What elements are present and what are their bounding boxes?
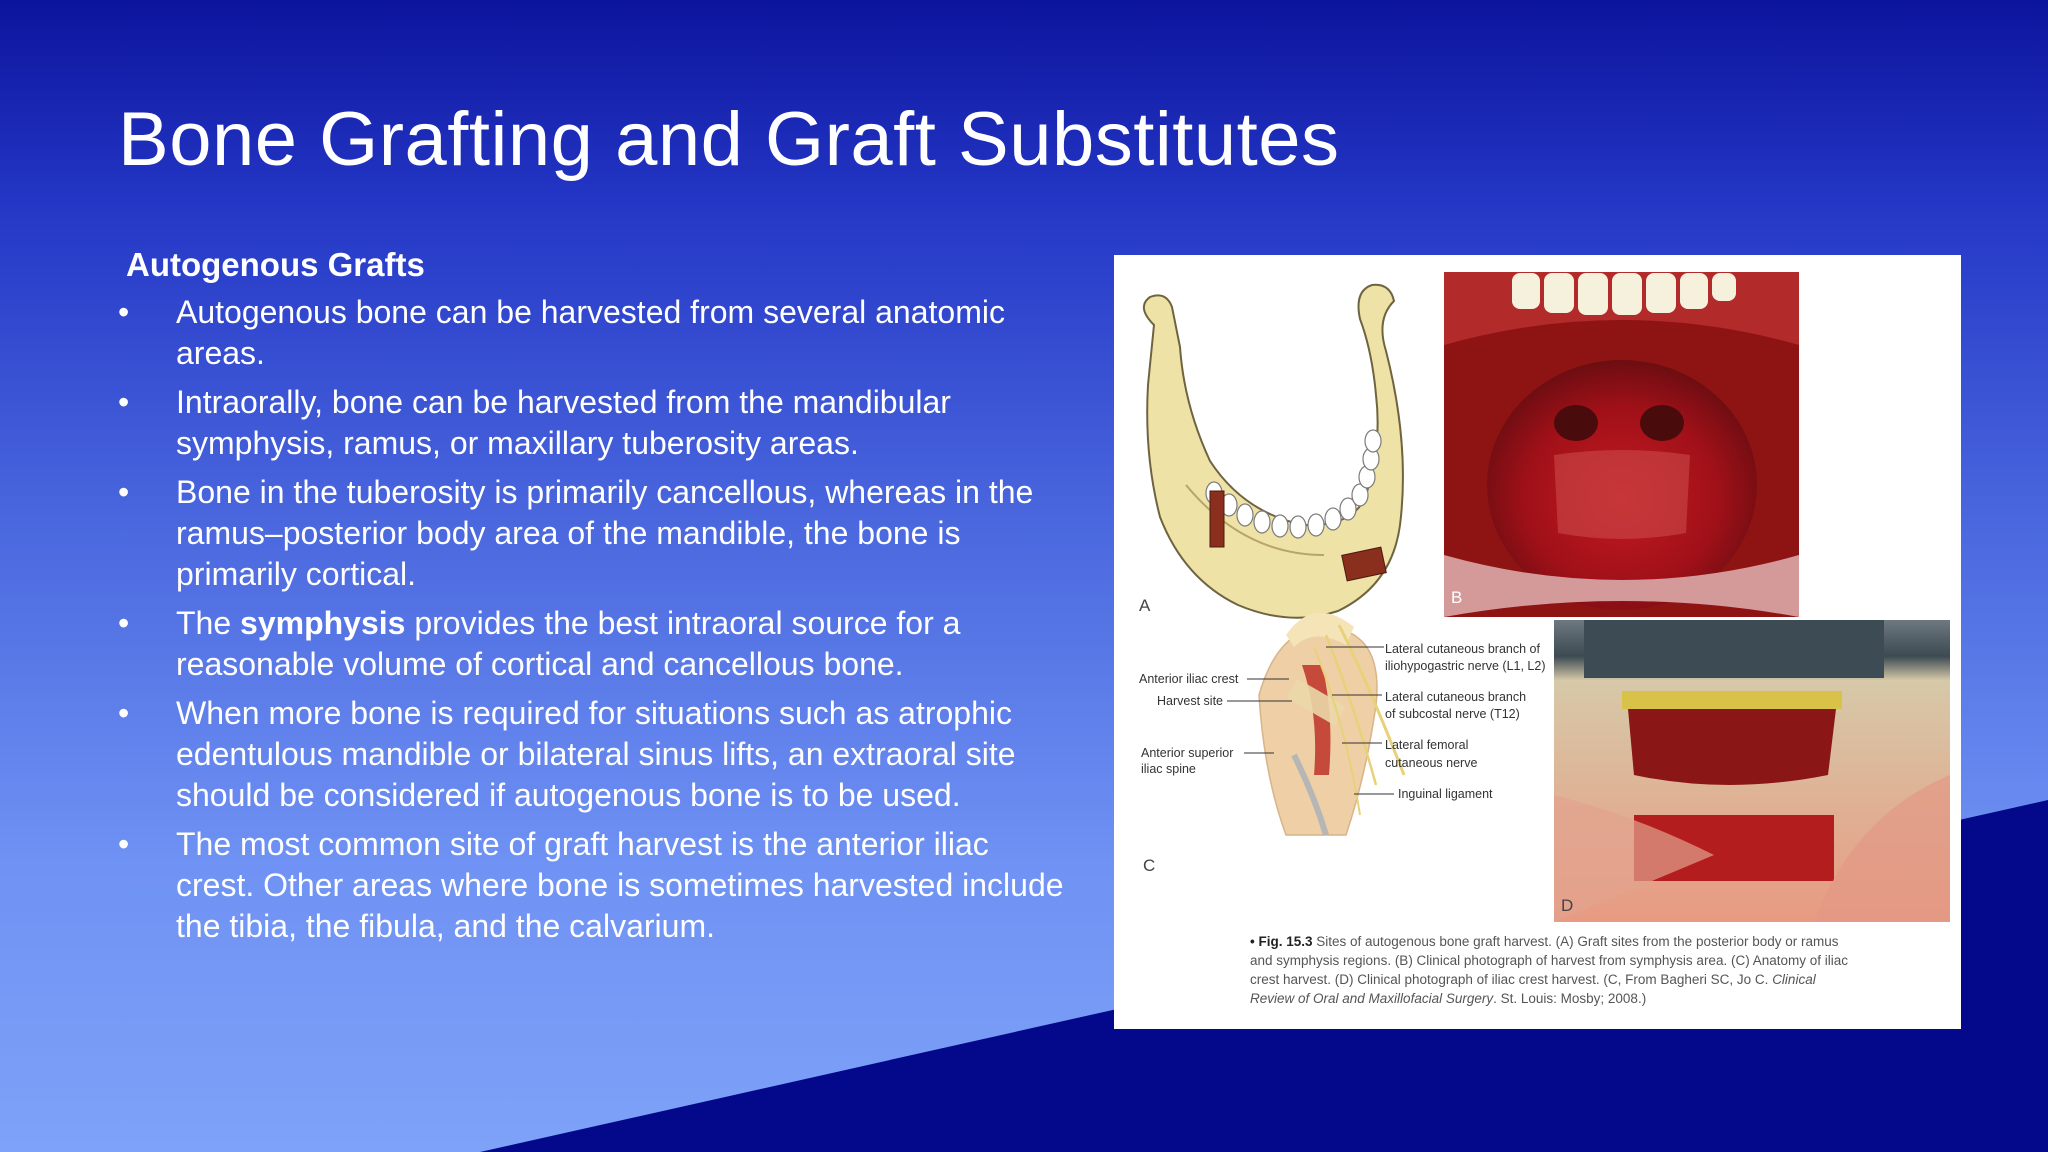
bullet-item — [118, 472, 1068, 595]
iliac-crest-harvest-photo — [1554, 620, 1950, 922]
figure-caption — [1250, 932, 1850, 1008]
label-lat-femoral-2: cutaneous nerve — [1385, 756, 1478, 770]
label-anterior-superior-iliac-spine-1: Anterior superior — [1141, 746, 1234, 760]
figure-caption-book-title: Clinical Review of Oral and Maxillofacial Surgery — [1250, 972, 1816, 1006]
bullet-list — [118, 292, 1068, 955]
bullet-text-post: provides the best intraoral source for a reasonable volume of cortical and cancellous bone. — [176, 605, 961, 682]
bullet-text: Bone in the tuberosity is primarily cancellous, whereas in the ramus–posterior body area of the mandible, the bone is primarily cortical. — [176, 474, 1034, 592]
symphysis-harvest-photo — [1444, 272, 1799, 617]
bullet-text-bold: symphysis — [240, 605, 406, 641]
figure-caption-label: • Fig. 15.3 — [1250, 934, 1313, 949]
bullet-text: Autogenous bone can be harvested from several anatomic areas. — [176, 294, 1005, 371]
mandible-illustration — [1144, 285, 1403, 618]
bullet-item — [118, 292, 1068, 374]
panel-label-c: C — [1143, 856, 1156, 875]
label-inguinal-ligament: Inguinal ligament — [1398, 787, 1493, 801]
label-anterior-superior-iliac-spine-2: iliac spine — [1141, 762, 1196, 776]
bullet-item — [118, 693, 1068, 816]
panel-label-a: A — [1139, 596, 1151, 615]
label-lat-cut-subcostal-2: of subcostal nerve (T12) — [1385, 707, 1520, 721]
panel-label-b: B — [1451, 588, 1463, 607]
label-anterior-iliac-crest: Anterior iliac crest — [1139, 672, 1239, 686]
figure-bone-graft-sites — [1114, 255, 1961, 1029]
bullet-item — [118, 603, 1068, 685]
iliac-crest-anatomy — [1227, 613, 1404, 835]
figure-caption-text: Sites of autogenous bone graft harvest. (A) Graft sites from the posterior body or ramus and symphysis regions. (B) Clinical photograph of harvest from symphysis area. (C) Anatomy of iliac crest harvest. (D) Clinical photograph of iliac crest harvest. (C, From Bagheri SC, Jo C. — [1250, 934, 1848, 987]
bullet-item — [118, 824, 1068, 947]
figure-caption-tail: . St. Louis: Mosby; 2008.) — [1493, 991, 1647, 1006]
bullet-item — [118, 382, 1068, 464]
label-harvest-site: Harvest site — [1157, 694, 1223, 708]
label-lat-cut-iliohypogastric-2: iliohypogastric nerve (L1, L2) — [1385, 659, 1546, 673]
bullet-text: The most common site of graft harvest is the anterior iliac crest. Other areas where bone is sometimes harvested include the tibia, the fibula, and the calvarium. — [176, 826, 1064, 944]
slide-title: Bone Grafting and Graft Substitutes — [118, 97, 1340, 182]
section-subheading: Autogenous Grafts — [126, 246, 425, 283]
bullet-text: Intraorally, bone can be harvested from the mandibular symphysis, ramus, or maxillary tuberosity areas. — [176, 384, 951, 461]
label-lat-cut-iliohypogastric-1: Lateral cutaneous branch of — [1385, 642, 1540, 656]
panel-label-d: D — [1561, 896, 1574, 915]
label-lat-femoral-1: Lateral femoral — [1385, 738, 1469, 752]
bullet-text-pre: The — [176, 605, 241, 641]
bullet-text: When more bone is required for situations such as atrophic edentulous mandible or bilateral sinus lifts, an extraoral site should be considered if autogenous bone is to be used. — [176, 695, 1016, 813]
label-lat-cut-subcostal-1: Lateral cutaneous branch — [1385, 690, 1527, 704]
